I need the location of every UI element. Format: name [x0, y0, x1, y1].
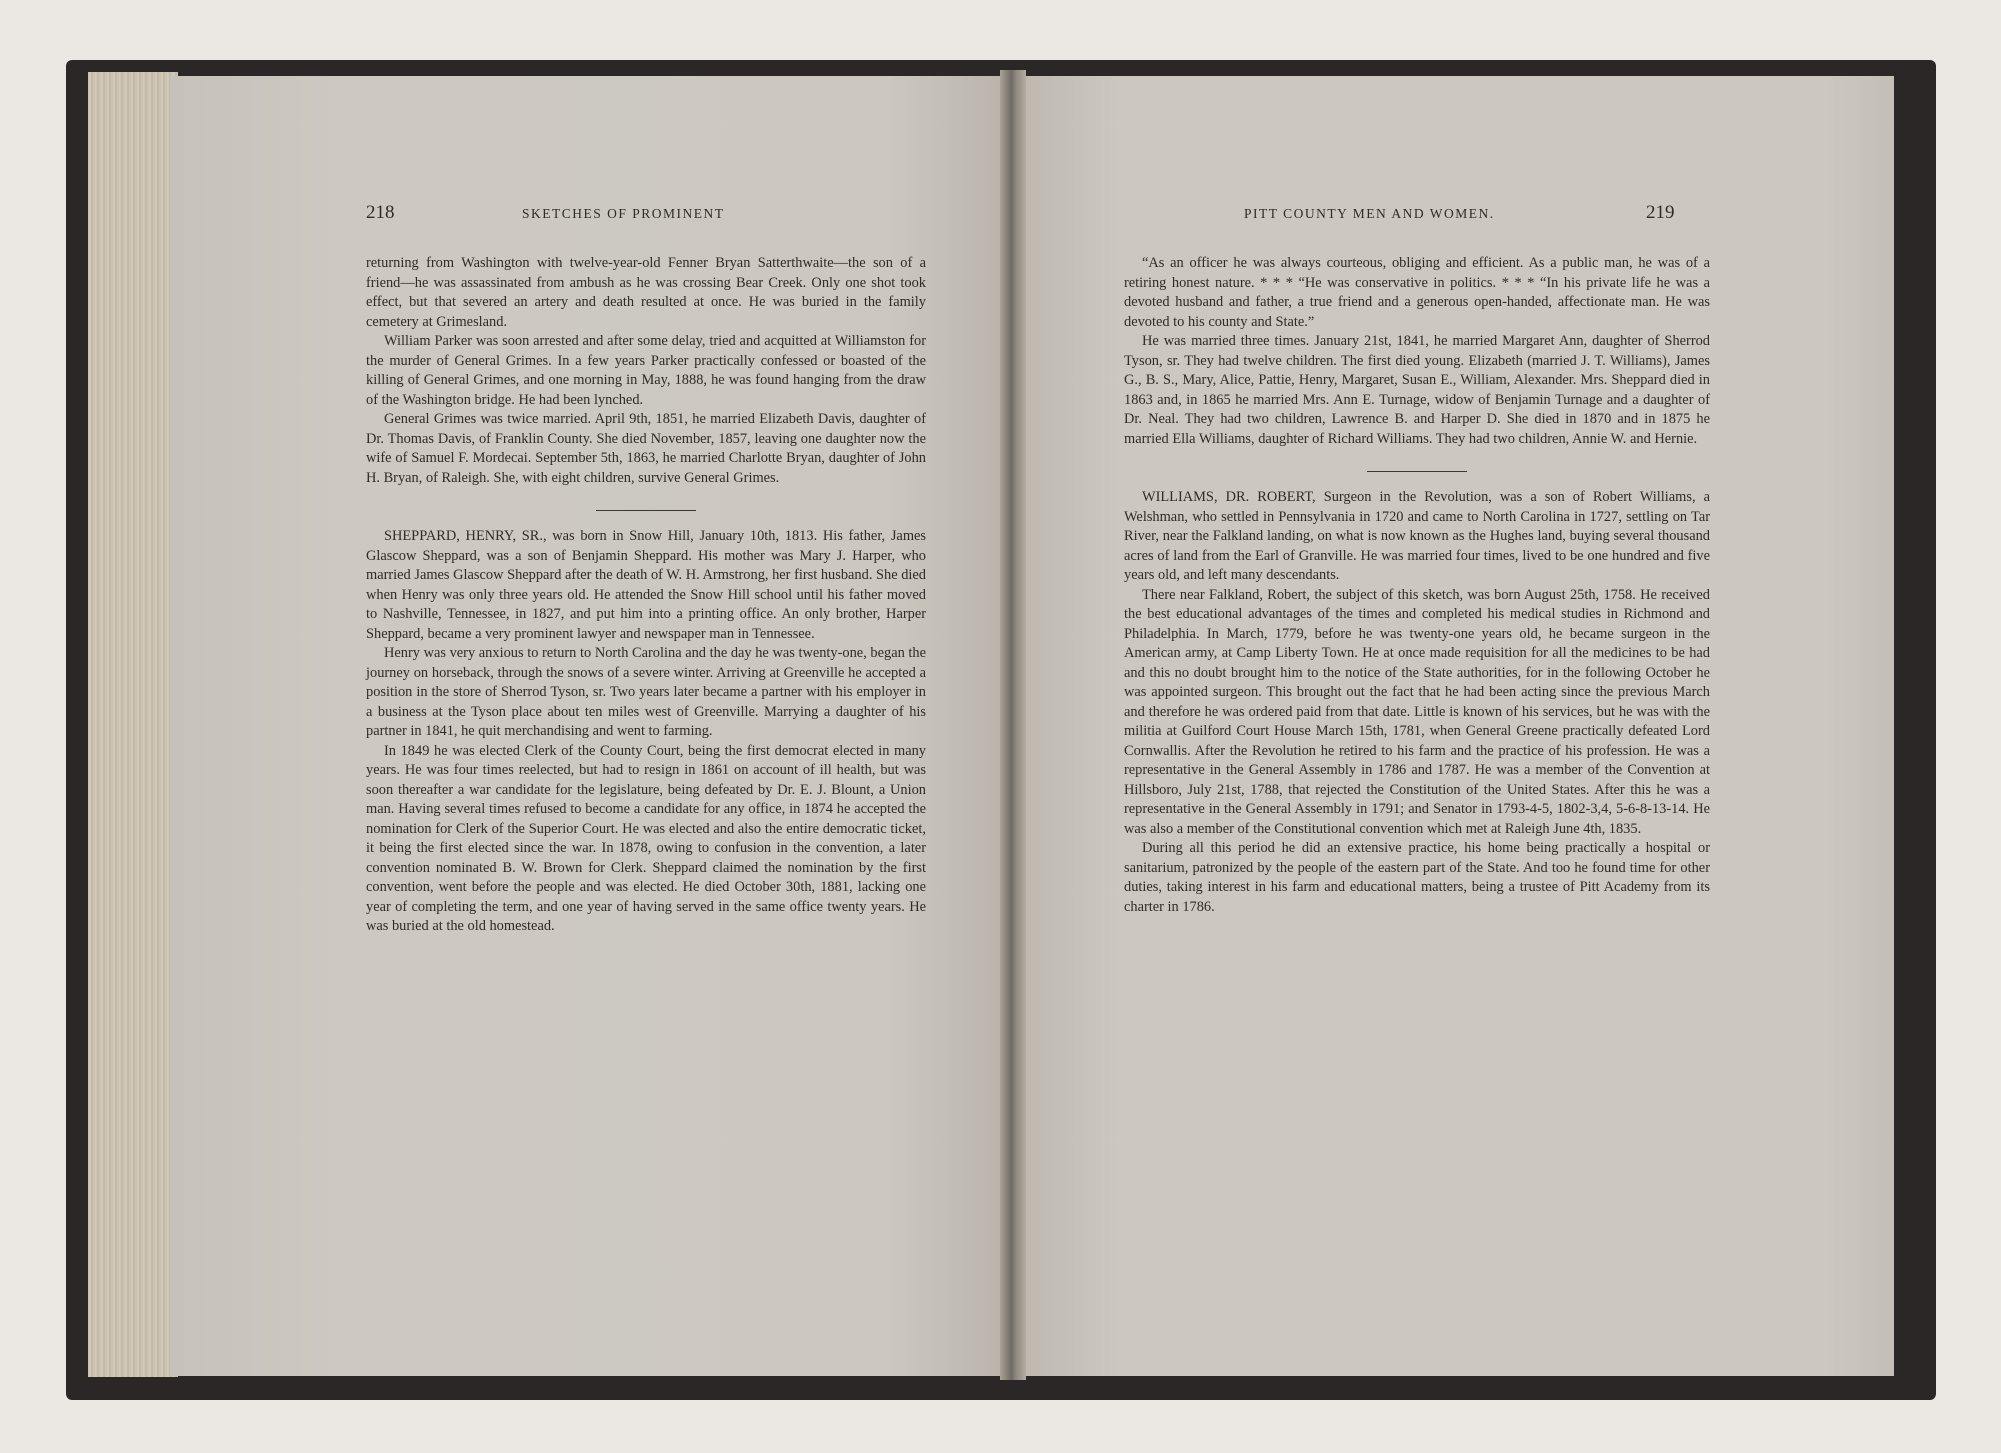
- paragraph: “As an officer he was always courteous, obliging and efficient. As a public man, he was of a retiring honest nature. * * * “He was conservative in politics. * * * “In his private life he was a devoted husband and father, a true friend and a generous open-handed, affectionate man. He was devoted to his county and State.”: [1124, 255, 1710, 330]
- right-page-text: [1124, 254, 1710, 917]
- right-page: [1014, 76, 1894, 1376]
- left-page-text: [366, 254, 926, 937]
- paragraph: In 1849 he was elected Clerk of the County Court, being the first democrat elected in many years. He was four times reelected, but had to resign in 1861 on account of ill health, but was soon thereafter a war candidate for the legislature, being defeated by Dr. E. J. Blount, a Union man. Having several times refused to become a candidate for any office, in 1874 he accepted the nomination for Clerk of the Superior Court. He was elected and also the entire democratic ticket, it being the first elected since the war. In 1878, owing to confusion in the convention, a later convention nominated B. W. Brown for Clerk. Sheppard claimed the nomination by the first convention, went before the people and was elected. He died October 30th, 1881, lacking one year of completing the term, and one year of having served in the same office twenty years. He was buried at the old homestead.: [366, 742, 926, 934]
- paragraph: returning from Washington with twelve-year-old Fenner Bryan Satterthwaite—the son of a friend—he was assassinated from ambush as he was crossing Bear Creek. Only one shot took effect, but that severed an artery and death resulted at once. He was buried in the family cemetery at Grimesland.: [366, 255, 926, 330]
- section-divider: [1367, 471, 1467, 472]
- paragraph: SHEPPARD, HENRY, SR., was born in Snow Hill, January 10th, 1813. His father, James Glascow Sheppard, was a son of Benjamin Sheppard. His mother was Mary J. Harper, who married James Glascow Sheppard after the death of W. H. Armstrong, her first husband. She died when Henry was only three years old. He attended the Snow Hill school until his father moved to Nashville, Tennessee, in 1827, and put him into a printing office. An only brother, Harper Sheppard, became a very prominent lawyer and newspaper man in Tennessee.: [366, 528, 926, 642]
- paragraph: William Parker was soon arrested and after some delay, tried and acquitted at Williamston for the murder of General Grimes. In a few years Parker practically confessed or boasted of the killing of General Grimes, and one morning in May, 1888, he was found hanging from the draw of the Washington bridge. He had been lynched.: [366, 333, 926, 408]
- paragraph: WILLIAMS, DR. ROBERT, Surgeon in the Revolution, was a son of Robert Williams, a Welshman, who settled in Pennsylvania in 1720 and came to North Carolina in 1727, settling on Tar River, near the Falkland landing, on what is now known as the Hughes land, buying several thousand acres of land from the Earl of Granville. He was married four times, lived to be one hundred and five years old, and left many descendants.: [1124, 489, 1710, 583]
- section-divider: [596, 510, 696, 511]
- page-number-left: 218: [366, 202, 395, 223]
- paragraph: He was married three times. January 21st, 1841, he married Margaret Ann, daughter of Sherrod Tyson, sr. They had twelve children. The first died young. Elizabeth (married J. T. Williams), James G., B. S., Mary, Alice, Pattie, Henry, Margaret, Susan E., William, Alexander. Mrs. Sheppard died in 1863 and, in 1865 he married Mrs. Ann E. Turnage, widow of Benjamin Turnage and a daughter of Dr. Neal. They had two children, Lawrence B. and Harper D. She died in 1870 and in 1875 he married Ella Williams, daughter of Richard Williams. They had two children, Annie W. and Hernie.: [1124, 333, 1710, 447]
- paragraph: During all this period he did an extensive practice, his home being practically a hospital or sanitarium, patronized by the people of the eastern part of the State. And too he found time for other duties, taking interest in his farm and educational matters, being a trustee of Pitt Academy from its charter in 1786.: [1124, 840, 1710, 915]
- book-gutter: [1000, 70, 1026, 1380]
- left-page: [170, 76, 1012, 1376]
- running-header-right: PITT COUNTY MEN AND WOMEN.: [1244, 206, 1495, 221]
- page-edges: [88, 72, 178, 1377]
- paragraph: There near Falkland, Robert, the subject of this sketch, was born August 25th, 1758. He received the best educational advantages of the times and completed his medical studies in Richmond and Philadelphia. In March, 1779, before he was twenty-one years old, he became surgeon in the American army, at Camp Liberty Town. He at once made requisition for all the medicines to be had and this no doubt brought him to the notice of the State authorities, for in the following October he was appointed surgeon. This brought out the fact that he had been acting since the previous March and therefore he was ordered paid from that date. Little is known of his services, but he was with the militia at Guilford Court House March 15th, 1781, when General Greene practically defeated Lord Cornwallis. After the Revolution he retired to his farm and the practice of his profession. He was a representative in the General Assembly in 1786 and 1787. He was a member of the Convention at Hillsboro, July 21st, 1788, that rejected the Constitution of the United States. After this he was a representative in the General Assembly in 1791; and Senator in 1793-4-5, 1802-3,4, 5-6-8-13-14. He was also a member of the Constitutional convention which met at Raleigh June 4th, 1835.: [1124, 586, 1710, 837]
- paragraph: Henry was very anxious to return to North Carolina and the day he was twenty-one, began the journey on horseback, through the snows of a severe winter. Arriving at Greenville he accepted a position in the store of Sherrod Tyson, sr. Two years later became a partner with his employer in a business at the Tyson place about ten miles west of Greenville. Marrying a daughter of his partner in 1841, he quit merchandising and went to farming.: [366, 645, 926, 739]
- page-number-right: 219: [1646, 202, 1675, 223]
- running-header-left: SKETCHES OF PROMINENT: [522, 206, 725, 221]
- paragraph: General Grimes was twice married. April 9th, 1851, he married Elizabeth Davis, daughter of Dr. Thomas Davis, of Franklin County. She died November, 1857, leaving one daughter now the wife of Samuel F. Mordecai. September 5th, 1863, he married Charlotte Bryan, daughter of John H. Bryan, of Raleigh. She, with eight children, survive General Grimes.: [366, 411, 926, 486]
